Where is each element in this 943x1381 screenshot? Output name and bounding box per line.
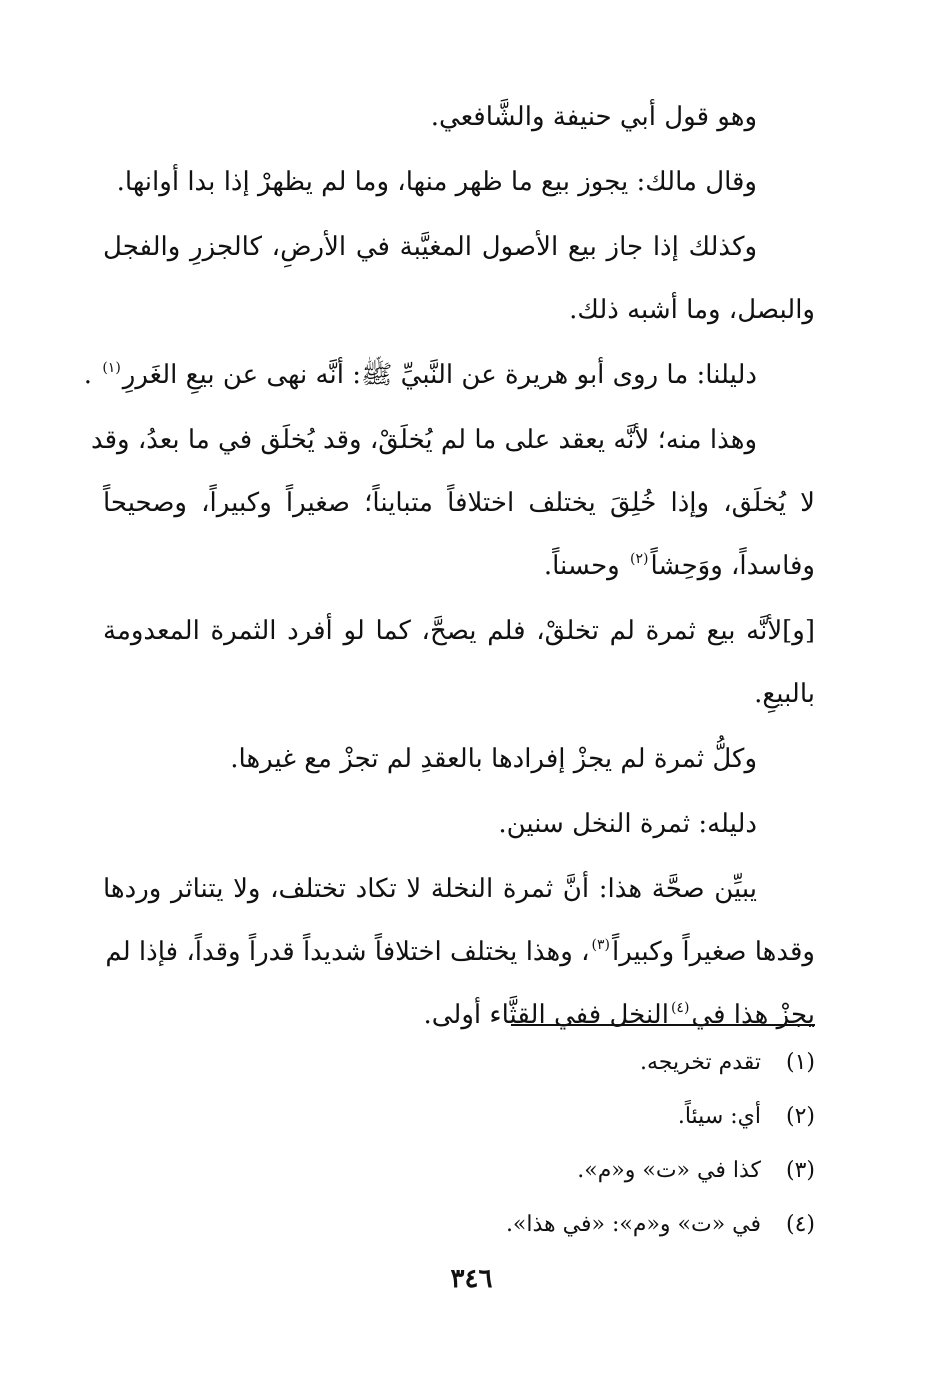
line-text: وكلُّ ثمرة لم يجزْ إفرادها بالعقدِ لم تجزْ مع غيرها. xyxy=(230,744,757,774)
line-tail: . xyxy=(83,360,93,390)
footnote-marker-3: (٣) xyxy=(591,937,610,953)
footnote-marker-2: (٢) xyxy=(630,551,649,567)
text-line xyxy=(103,86,815,149)
footnote-separator xyxy=(511,1024,815,1026)
footnote-text: أي: سيئاً. xyxy=(677,1104,761,1129)
main-text-body xyxy=(83,86,815,1047)
footnote-text: كذا في «ت» و«م». xyxy=(577,1158,761,1183)
text-line xyxy=(103,793,815,856)
footnote-number: (٢) xyxy=(785,1104,815,1129)
text-line xyxy=(103,728,815,791)
text-line xyxy=(103,921,815,984)
footnote-item xyxy=(103,1090,815,1144)
text-line xyxy=(103,216,815,279)
line-text: وقال مالك: يجوز بيع ما ظهر منها، وما لم يظهرْ إذا بدا أوانها. xyxy=(116,167,757,197)
line-text: يجزْ هذا في xyxy=(691,1000,815,1030)
line-text: وقدها صغيراً وكبيراً xyxy=(611,937,815,967)
text-line xyxy=(103,472,815,535)
text-line xyxy=(83,344,815,407)
text-line xyxy=(103,600,815,663)
text-line xyxy=(90,409,815,472)
line-text: وهو قول أبي حنيفة والشَّافعي. xyxy=(430,102,757,132)
footnote-marker-1: (١) xyxy=(102,360,121,376)
footnote-number: (٤) xyxy=(785,1212,815,1237)
line-text: وهذا يختلف اختلافاً شديداً قدراً وقداً، فإذا لم xyxy=(105,937,573,967)
line-tail: ، xyxy=(581,937,590,967)
line-text: لا يُخلَق، وإذا خُلِقَ يختلف اختلافاً متبايناً؛ صغيراً وكبيراً، وصحيحاً xyxy=(103,488,815,518)
line-text: بالبيعِ. xyxy=(754,679,815,709)
line-text: والبصل، وما أشبه ذلك. xyxy=(569,295,815,325)
footnotes-section xyxy=(103,1036,815,1252)
line-text: وفاسداً، ووَحِشاً xyxy=(650,551,815,581)
text-line xyxy=(103,279,815,342)
line-text: النخل ففي القثَّاء أولى. xyxy=(423,1000,669,1030)
line-text: يبيِّن صحَّة هذا: أنَّ ثمرة النخلة لا تكاد تختلف، ولا يتناثر وردها xyxy=(103,874,757,904)
text-line xyxy=(103,535,815,598)
line-text: وهذا منه؛ لأنَّه يعقد على ما لم يُخلَقْ، وقد يُخلَق في ما بعدُ، وقد xyxy=(90,425,757,455)
footnote-text: تقدم تخريجه. xyxy=(640,1050,761,1075)
footnote-text: في «ت» و«م»: «في هذا». xyxy=(505,1212,761,1237)
footnote-item xyxy=(103,1198,815,1252)
footnote-item xyxy=(103,1036,815,1090)
footnote-marker-4: (٤) xyxy=(670,1000,690,1016)
line-text: دليلنا: ما روى أبو هريرة عن النَّبيِّ ﷺ: أنَّه نهى عن بيعِ الغَررِ xyxy=(122,360,757,390)
line-text: وكذلك إذا جاز بيع الأصول المغيَّبة في الأرضِ، كالجزرِ والفجل xyxy=(103,232,758,262)
text-line xyxy=(103,151,815,214)
line-text: دليله: ثمرة النخل سنين. xyxy=(498,809,757,839)
text-line xyxy=(103,858,815,921)
page-number: ٣٤٦ xyxy=(450,1264,493,1294)
footnote-number: (٣) xyxy=(785,1158,815,1183)
footnote-item xyxy=(103,1144,815,1198)
text-line xyxy=(103,663,815,726)
footnote-number: (١) xyxy=(785,1050,815,1075)
line-tail: وحسناً. xyxy=(543,551,620,581)
line-text: [و]لأنَّه بيع ثمرة لم تخلقْ، فلم يصحَّ، كما لو أفرد الثمرة المعدومة xyxy=(103,616,815,646)
